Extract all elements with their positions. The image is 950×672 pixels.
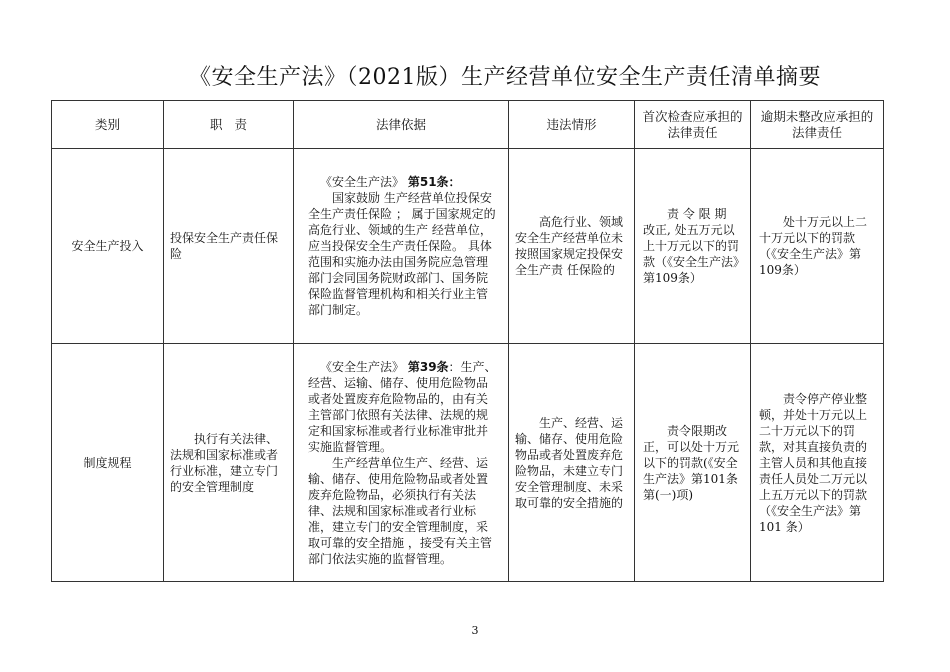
basis-text-2: 生产经营单位生产、经营、运输、储存、使用危险物品或者处置废弃危险物品，必须执行有关法律、法规和国家标准或者行业标准，建立专门的安全管理制度，采取可靠的安全措施 ，接受有关主管部门依法实施的监督管理。 [308,455,492,566]
header-basis: 法律依据 [294,101,509,149]
basis-article: 第51条： [407,175,461,189]
row-overdue-penalty [751,344,884,582]
row-first-check-penalty [635,344,751,582]
basis-ref: 《安全生产法》 [320,359,405,374]
row-duty: 投保安全生产责任保险 [164,149,294,344]
row-legal-basis [294,149,509,344]
page-number: 3 [471,624,479,637]
first-check-text: 责 令 限 期 改正, 处五万元以上十万元以下的罚款（《安全生产法》第109条） [643,207,740,285]
basis-text: 国家鼓励 生产经营单位投保安全生产责任保险 ； 属于国家规定的高危行业、领域的生产 经营单位，应当投保安全生产责任保险。 具体范围和实施办法由国务院应急管理部门会同国务院财政部门、国务院保险监督管理机构和相关行业主管部门制定。 [308,191,496,317]
header-overdue: 逾期未整改应承担的法律责任 [751,101,884,149]
table-header-row [52,101,884,149]
table-row [52,149,884,344]
header-first-check: 首次检查应承担的法律责任 [635,101,751,149]
basis-article: 第39条 [407,359,449,374]
overdue-text: 责令停产停业整顿，并处十万元以上二十万元以下的罚款，对其直接负责的主管人员和其他直接责任人员处二万元以上五万元以下的罚款（《安全生产法》第 101 条） [759,391,868,534]
header-violation: 违法情形 [509,101,635,149]
basis-ref: 《安全生产法》 [320,175,405,189]
violation-text: 高危行业、领域安全生产经营单位未按照国家规定投保安全生产责 任保险的 [515,215,624,277]
header-duty: 职 责 [164,101,294,149]
basis-text: ：生产、经营、运输、储存、使用危险物品或者处置废弃危险物品的，由有关主管部门依照有关法律、法规的规定和国家标准或者行业标准审批并实施监督管理。 [308,359,497,454]
row-violation [509,344,635,582]
row-legal-basis [294,344,509,582]
table-row [52,344,884,582]
duty-text: 执行有关法律、法规和国家标准或者行业标准，建立专门的安全管理制度 [170,431,279,494]
row-category: 安全生产投入 [52,149,164,344]
row-overdue-penalty [751,149,884,344]
page-title: 《安全生产法》（2021版）生产经营单位安全生产责任清单摘要 [189,65,821,90]
row-category: 制度规程 [52,344,164,582]
row-first-check-penalty [635,149,751,344]
header-category: 类别 [52,101,164,149]
responsibility-table [51,100,884,582]
row-duty [164,344,294,582]
row-violation [509,149,635,344]
overdue-text: 处十万元以上二十万元以下的罚款 （《安全生产法》第109条） [759,215,868,277]
violation-text: 生产、经营、运输、储存、使用危险物品或者处置废弃危险物品，未建立专门安全管理制度、未采取可靠的安全措施的 [515,415,624,510]
first-check-text: 责令限期改正，可以处十万元以下的罚款(《安全生产法》第101条第(一)项) [643,423,740,502]
